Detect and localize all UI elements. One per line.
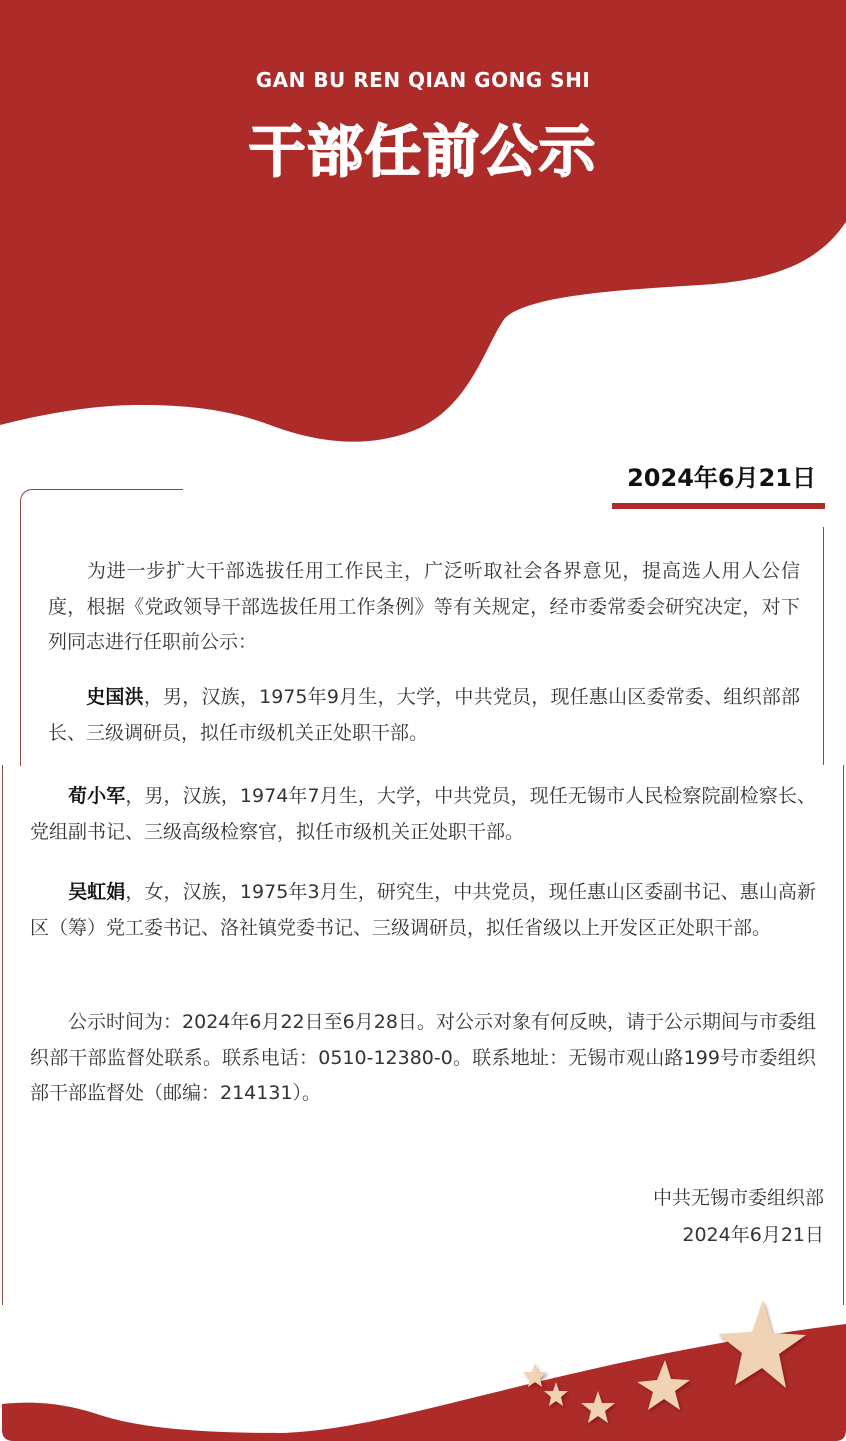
- candidate-details: ，女，汉族，1975年3月生，研究生，中共党员，现任惠山区委副书记、惠山高新区（筹）党工委书记、洛社镇党委书记、三级调研员，拟任省级以上开发区正处职干部。: [30, 881, 816, 939]
- notice-paragraph: [30, 1005, 816, 1112]
- frame-line-right-lower: [843, 765, 844, 1305]
- signature-org: 中共无锡市委组织部: [652, 1187, 824, 1209]
- frame-line-right-upper: [823, 527, 824, 765]
- page-title: 干部任前公示: [249, 120, 597, 185]
- candidate-name: 吴虹娟: [68, 881, 126, 903]
- candidate-entry: [30, 875, 816, 946]
- candidate-details: ，男，汉族，1975年9月生，大学，中共党员，现任惠山区委常委、组织部部长、三级调研员，拟任市级机关正处职干部。: [48, 686, 800, 744]
- candidate-name: 荀小军: [68, 785, 126, 807]
- candidate-entry: [48, 680, 800, 751]
- signature-date: 2024年6月21日: [682, 1224, 824, 1246]
- candidate-entry: [30, 779, 816, 850]
- footer-wave-background: [0, 1290, 846, 1441]
- intro-paragraph: [48, 554, 800, 661]
- candidate-name: 史国洪: [86, 686, 144, 708]
- frame-line-left-lower: [2, 765, 3, 1305]
- candidate-details: ，男，汉族，1974年7月生，大学，中共党员，现任无锡市人民检察院副检察长、党组副书记、三级高级检察官，拟任市级机关正处职干部。: [30, 785, 816, 843]
- notice-text: 公示时间为：2024年6月22日至6月28日。对公示对象有何反映，请于公示期间与市委组织部干部监督处联系。联系电话：0510-12380-0。联系地址：无锡市观山路199号市委组织部干部监督处（邮编：214131）。: [30, 1011, 816, 1104]
- header-pinyin: GAN BU REN QIAN GONG SHI: [255, 68, 591, 92]
- intro-text: 为进一步扩大干部选拔任用工作民主，广泛听取社会各界意见，提高选人用人公信度，根据《党政领导干部选拔任用工作条例》等有关规定，经市委常委会研究决定，对下列同志进行任职前公示：: [48, 560, 800, 653]
- date-badge: 2024年6月21日: [627, 464, 816, 492]
- date-underline: [612, 503, 825, 509]
